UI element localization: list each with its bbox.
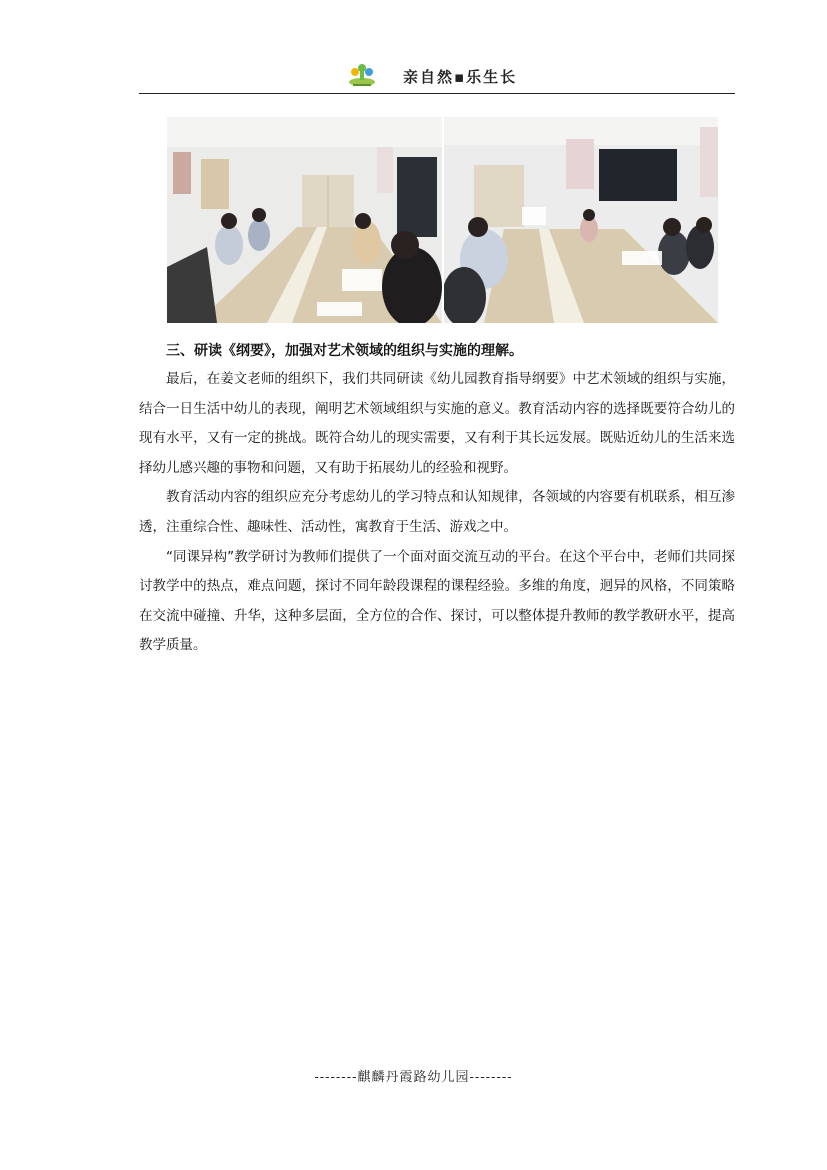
page-footer: --------麒麟丹霞路幼儿园-------- <box>314 1070 513 1085</box>
meeting-photo-left <box>167 117 442 323</box>
paragraph-1: 最后，在姜文老师的组织下，我们共同研读《幼儿园教育指导纲要》中艺术领域的组织与实施，结合一日生活中幼儿的表现，阐明艺术领域组织与实施的意义。教育活动内容的选择既要符合幼儿的现有水平，又有一定的挑战。既符合幼儿的现实需要，又有利于其长远发展。既贴近幼儿的生活来选择幼儿感兴趣的事物和问题，又有助于拓展幼儿的经验和视野。 <box>139 371 735 476</box>
kindergarten-logo-icon <box>347 62 377 88</box>
paragraph-3: “同课异构”教学研讨为教师们提供了一个面对面交流互动的平台。在这个平台中，老师们共同探讨教学中的热点，难点问题，探讨不同年龄段课程的课程经验。多维的角度，迥异的风格，不同策略在交流中碰撞、升华，这种多层面，全方位的合作、探讨，可以整体提升教师的教学教研水平，提高教学质量。 <box>139 548 735 654</box>
paragraph-2: 教育活动内容的组织应充分考虑幼儿的学习特点和认知规律，各领域的内容要有机联系，相互渗透，注重综合性、趣味性、活动性，寓教育于生活、游戏之中。 <box>139 489 735 535</box>
article-body <box>139 337 735 661</box>
meeting-photo-right <box>444 117 718 323</box>
section-heading: 三、研读《纲要》，加强对艺术领域的组织与实施的理解。 <box>166 343 523 359</box>
page-header <box>139 58 735 94</box>
header-title: 亲自然▪乐生长 <box>403 68 518 86</box>
